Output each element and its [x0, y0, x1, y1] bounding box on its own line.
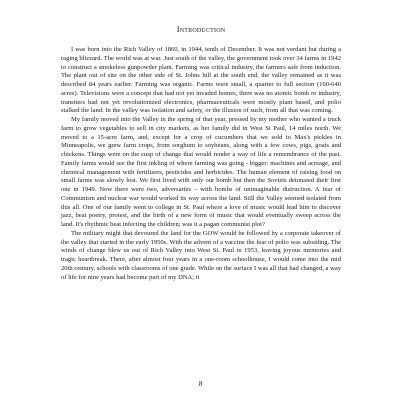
page-number: 8	[198, 380, 203, 388]
chapter-heading: Introduction	[176, 24, 226, 34]
paragraph-3: The military might that devoured the land for the GOW would be followed by a corporate takeover of the valley that started in the early 1950s. With the advent of a vaccine the fear of polio was subsiding. The winds of change blew us out of Rich Valley into West St. Paul in 1953, leaving joyous memories and tragic heartbreak. There, after almost four years in a one-room schoolhouse, I would come into the mid 20th century, schools with classrooms of one grade. While on the surface I was all that had changed, a way of life for nine years had become part of my DNA; it	[61, 229, 341, 281]
paragraph-2: My family moved into the Valley in the spring of that year, pressed by my mother who wanted a truck farm to grow vegetables to sell in city markets, as her family did in West St Paul, 14 miles north. We moved to a 15-acre farm, and, except for a crop of cucumbers that we sold to Max's pickles in Minneapolis, we grew farm crops, from sorghum to soybeans, along with a few cows, pigs, goats and chickens. Things were on the cusp of change that would render a way of life a remembrance of the past. Family farms would see the first inkling of where farming was going - bigger: machines and acreage, and chemical management with fertilizers, pesticides and herbicides. The human element of raising food on small farms was slowly lost. We first lived with only our bomb but then the Soviets detonated their first one in 1949. Now there were two, adversaries – with bombs of unimaginable distruction. A fear of Communism and nuclear war would worked its way across the land. Still the Valley seemed isolated from this all. One of our family went to college in St. Paul where a love of music would lead him to discover jazz, beat poetry, protest, and the birth of a new form of music that would eventually sweep across the land. It's rhythmic beat infecting the children; was it a pagan communist plot?	[61, 116, 341, 228]
paragraph-1: I was born into the Rich Valley of 1860, in 1944, tenth of December. It was not verdant but during a raging blizzard. The world was at war. Just south of the valley, the government took over 34 farms in 1942 to construct a smokeless gunpowder plant. Farming was critical industry, the farmers safe from induction. The plant out of site on the other side of St. Johns hill at the south end, the valley remained as it was described 84 years earlier. Farming was organic. Farms were small, a quarter to full section (160-640 acres). Televisions were a concept that had not yet invaded homes, there was no atomic bomb or industry, transiters had not yet revolutionized electronics, pharmaceuticals were mostly plant based, and polio stalked the land. In the valley was isolation and safety, or the illusion of such, from all that was coming.	[61, 46, 341, 115]
body-text	[61, 46, 341, 282]
